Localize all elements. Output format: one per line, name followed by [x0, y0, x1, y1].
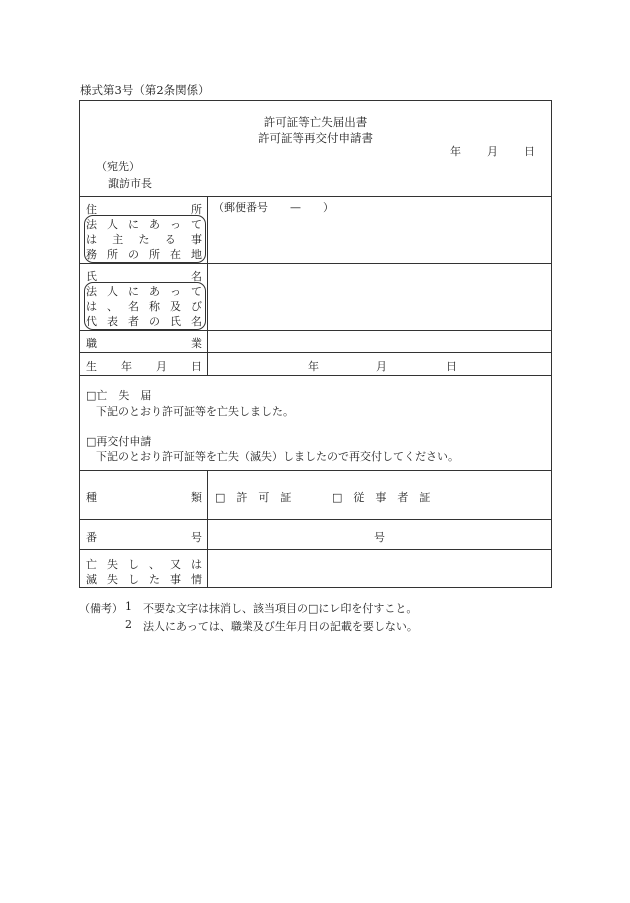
birth-date-label: 生 年 月 日 [86, 360, 202, 373]
date-day-label: 日 [524, 145, 535, 158]
form-number-label: 様式第3号（第2条関係） [80, 83, 210, 97]
birth-year-label: 年 [308, 360, 319, 373]
type-label: 種 類 [86, 491, 202, 504]
notes-heading: （備考） [79, 602, 123, 615]
loss-report-checkbox[interactable]: □亡 失 届 [86, 389, 152, 402]
note-2-number: 2 [125, 618, 132, 631]
occupation-label: 職 業 [86, 337, 202, 350]
corporate-address-note: 務 所 の 所 在 地 [86, 248, 202, 261]
application-form-frame [79, 100, 552, 588]
addressee-label: （宛先） [96, 160, 140, 173]
divider [80, 549, 551, 550]
postal-code-dash: — [290, 201, 301, 214]
corporate-address-note: は 主 た る 事 [86, 233, 202, 246]
corporate-name-note: は 、 名 称 及 び [86, 300, 202, 313]
postal-code-label: （郵便番号 [213, 201, 268, 214]
divider [80, 519, 551, 520]
date-month-label: 月 [487, 145, 498, 158]
note-1-text: 不要な文字は抹消し、該当項目の□にレ印を付すこと。 [143, 602, 418, 615]
form-title-reissue: 許可証等再交付申請書 [258, 131, 373, 145]
loss-report-text: 下記のとおり許可証等を亡失しました。 [96, 405, 294, 418]
postal-code-field[interactable] [213, 199, 356, 215]
corporate-name-note: 代 表 者 の 氏 名 [86, 315, 202, 328]
date-year-label: 年 [450, 145, 461, 158]
form-title-loss: 許可証等亡失届出書 [263, 115, 368, 129]
note-2-text: 法人にあっては、職業及び生年月日の記載を要しない。 [143, 620, 418, 633]
permit-checkbox[interactable]: □ 許 可 証 [215, 491, 292, 504]
divider [80, 196, 551, 197]
birth-month-label: 月 [376, 360, 387, 373]
divider [80, 330, 551, 331]
divider [80, 352, 551, 353]
submission-date [424, 143, 535, 159]
circumstance-label: 亡 失 し 、 又 は [86, 558, 202, 571]
note-1-number: 1 [125, 600, 132, 613]
number-label: 番 号 [86, 531, 202, 544]
divider [80, 263, 551, 264]
number-suffix: 号 [374, 531, 385, 544]
addressee: 諏訪市長 [108, 177, 152, 190]
circumstance-label: 滅 失 し た 事 情 [86, 573, 202, 586]
corporate-name-note: 法 人 に あ っ て [86, 285, 202, 298]
column-divider [207, 196, 208, 375]
corporate-address-note: 法 人 に あ っ て [86, 218, 202, 231]
divider [80, 375, 551, 376]
reissue-request-checkbox[interactable]: □再交付申請 [86, 435, 152, 448]
reissue-request-text: 下記のとおり許可証等を亡失（滅失）しましたので再交付してください。 [96, 450, 459, 463]
address-label: 住 所 [86, 203, 202, 216]
name-label: 氏 名 [86, 270, 202, 283]
postal-code-close: ） [323, 201, 334, 214]
divider [80, 470, 551, 471]
birth-day-label: 日 [446, 360, 457, 373]
worker-certificate-checkbox[interactable]: □ 従 事 者 証 [332, 491, 431, 504]
